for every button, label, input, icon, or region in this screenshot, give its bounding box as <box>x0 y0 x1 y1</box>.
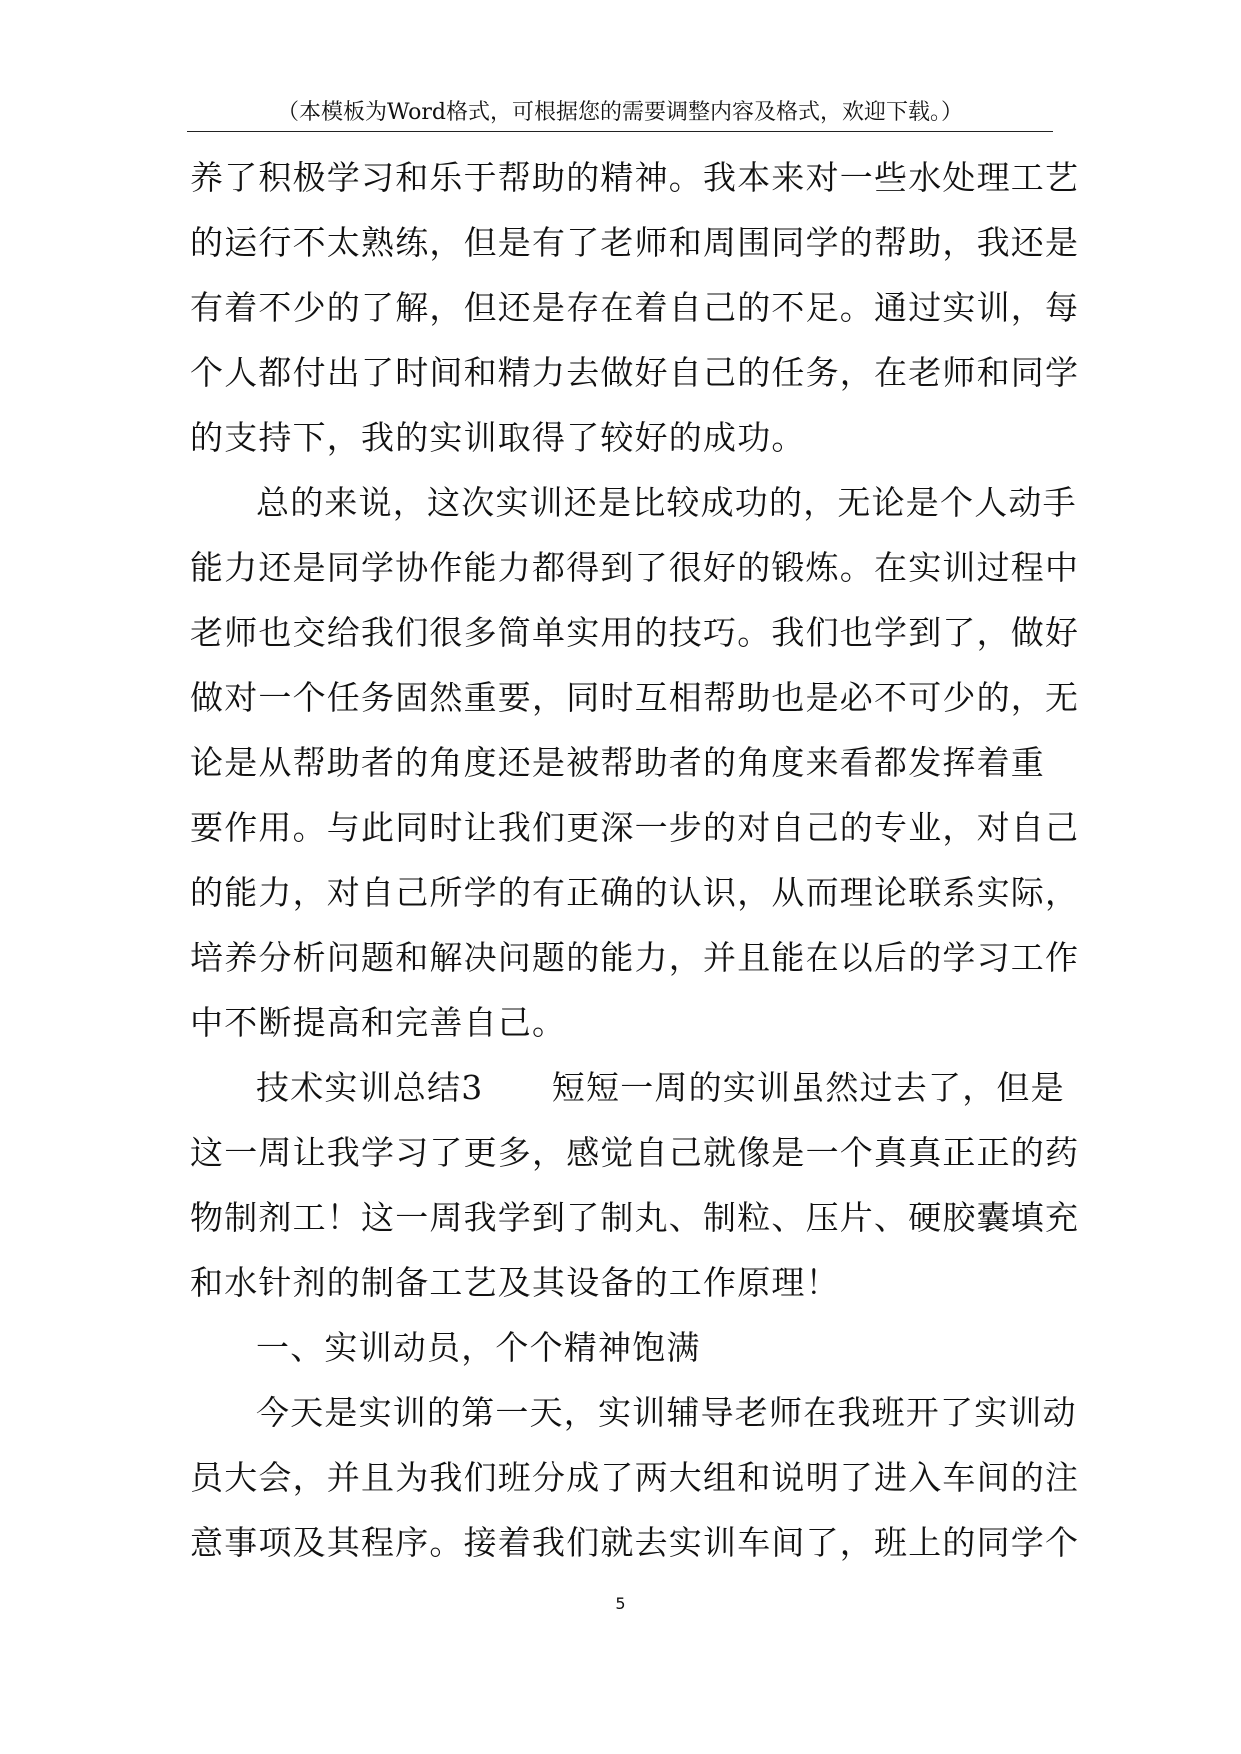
body-line: 总的来说，这次实训还是比较成功的，无论是个人动手 <box>256 483 1077 522</box>
body-line: 这一周让我学习了更多，感觉自己就像是一个真真正正的药 <box>190 1133 1080 1172</box>
body-line: 今天是实训的第一天，实训辅导老师在我班开了实训动 <box>256 1393 1077 1432</box>
document-body <box>190 145 1080 1575</box>
page-number: 5 <box>615 1594 626 1613</box>
body-line: 和水针剂的制备工艺及其设备的工作原理！ <box>190 1263 840 1302</box>
body-line: 意事项及其程序。接着我们就去实训车间了，班上的同学个 <box>190 1523 1080 1562</box>
body-line: 培养分析问题和解决问题的能力，并且能在以后的学习工作 <box>190 938 1080 977</box>
subheading-line: 一、实训动员，个个精神饱满 <box>256 1328 701 1367</box>
body-line: 的能力，对自己所学的有正确的认识，从而理论联系实际， <box>190 873 1080 912</box>
body-line: 能力还是同学协作能力都得到了很好的锻炼。在实训过程中 <box>190 548 1080 587</box>
body-line: 有着不少的了解，但还是存在着自己的不足。通过实训，每 <box>190 288 1080 327</box>
body-line: 中不断提高和完善自己。 <box>190 1003 567 1042</box>
header-divider <box>187 131 1053 132</box>
body-line: 物制剂工！这一周我学到了制丸、制粒、压片、硬胶囊填充 <box>190 1198 1080 1237</box>
body-line: 论是从帮助者的角度还是被帮助者的角度来看都发挥着重 <box>190 743 1045 782</box>
body-line: 的支持下，我的实训取得了较好的成功。 <box>190 418 806 457</box>
body-line: 个人都付出了时间和精力去做好自己的任务，在老师和同学 <box>190 353 1080 392</box>
body-line: 做对一个任务固然重要，同时互相帮助也是必不可少的，无 <box>190 678 1080 717</box>
body-line: 养了积极学习和乐于帮助的精神。我本来对一些水处理工艺 <box>190 158 1080 197</box>
section-heading-line: 技术实训总结3 短短一周的实训虽然过去了，但是 <box>256 1068 1065 1107</box>
body-line: 员大会，并且为我们班分成了两大组和说明了进入车间的注 <box>190 1458 1080 1497</box>
body-line: 老师也交给我们很多简单实用的技巧。我们也学到了，做好 <box>190 613 1080 652</box>
template-header-note: （本模板为Word格式，可根据您的需要调整内容及格式，欢迎下载。） <box>277 100 963 125</box>
body-line: 要作用。与此同时让我们更深一步的对自己的专业，对自己 <box>190 808 1080 847</box>
body-line: 的运行不太熟练，但是有了老师和周围同学的帮助，我还是 <box>190 223 1080 262</box>
